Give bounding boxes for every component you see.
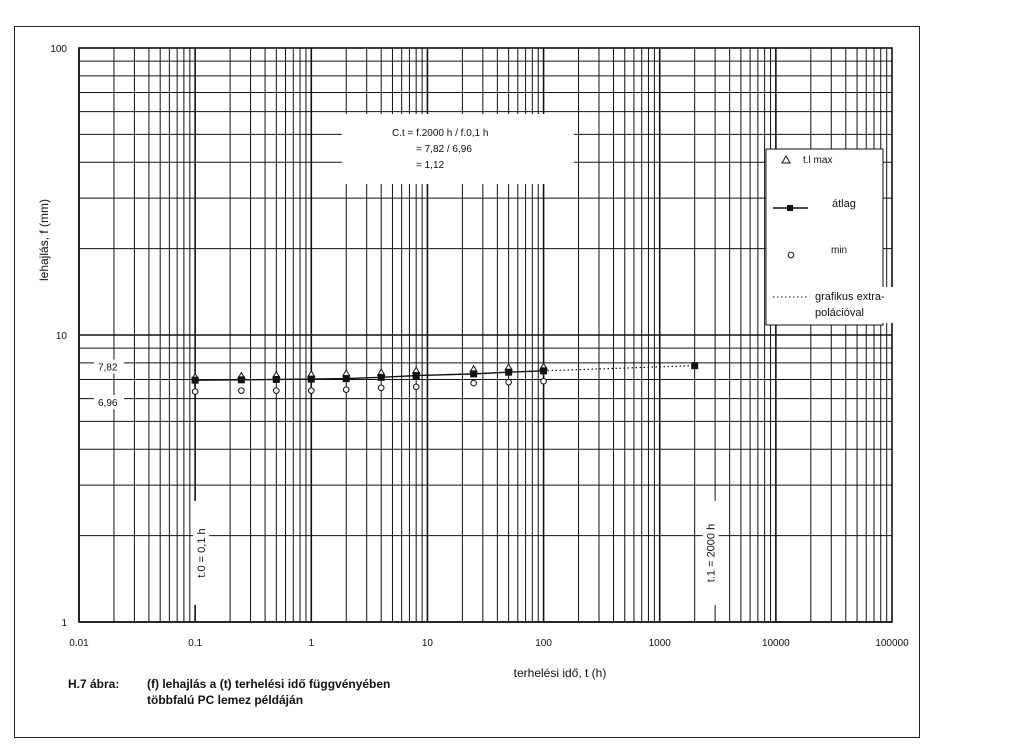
- legend-label: t.l max: [803, 155, 833, 166]
- data-point-min: [413, 384, 419, 390]
- data-point-min: [308, 388, 314, 394]
- legend-circle-icon: [788, 252, 794, 258]
- y-tick-label: 1: [61, 618, 67, 629]
- caption-prefix: H.7 ábra:: [68, 677, 120, 691]
- data-point-min: [343, 387, 349, 393]
- data-point-min: [239, 388, 245, 394]
- series-line-atlag: [195, 371, 543, 380]
- legend-label: min: [831, 245, 848, 256]
- caption-line-1: (f) lehajlás a (t) terhelési idő függvényében: [147, 677, 391, 691]
- x-tick-label: 100: [535, 638, 552, 649]
- data-point-atlag: [470, 370, 477, 377]
- annotation-line: = 1,12: [416, 160, 445, 171]
- data-point-atlag: [192, 377, 199, 384]
- y-axis-label: lehajlás, f (mm): [37, 198, 51, 282]
- data-point-atlag: [273, 376, 280, 383]
- x-tick-label: 100000: [875, 638, 909, 649]
- x-tick-label: 10000: [761, 638, 790, 649]
- marker-label: t.0 = 0,1 h: [196, 528, 209, 578]
- x-tick-label: 1: [308, 638, 315, 649]
- data-point-max: [343, 370, 350, 376]
- data-point-min: [274, 388, 280, 394]
- marker-label: t.1 = 2000 h: [705, 523, 718, 583]
- x-tick-label: 0.1: [188, 638, 203, 649]
- reference-label: 7,82: [98, 362, 118, 374]
- data-point-min: [541, 378, 547, 384]
- x-tick-label: 10: [421, 638, 433, 649]
- legend-label: grafikus extra-: [815, 291, 885, 303]
- y-tick-label: 100: [50, 44, 67, 55]
- y-tick-label: 10: [55, 331, 67, 342]
- data-point-atlag: [413, 372, 420, 379]
- x-tick-label: 0.01: [69, 638, 89, 649]
- data-point-min: [471, 380, 477, 386]
- annotation-line: = 7,82 / 6,96: [416, 144, 472, 155]
- data-point-min: [378, 385, 384, 391]
- data-point-atlag: [540, 367, 547, 374]
- x-tick-label: 1000: [648, 638, 671, 649]
- legend-label: átlag: [832, 198, 856, 210]
- data-point-atlag: [238, 376, 245, 383]
- reference-label: 6,96: [98, 398, 118, 410]
- data-point-min: [192, 389, 198, 395]
- data-point-atlag: [505, 369, 512, 376]
- x-axis-label: terhelési idő, t (h): [513, 666, 607, 680]
- legend-label: polációval: [815, 307, 864, 319]
- data-point-extrapolated: [691, 362, 698, 369]
- data-point-atlag: [378, 374, 385, 381]
- data-point-atlag: [308, 376, 315, 383]
- caption-line-2: többfalú PC lemez példáján: [147, 693, 304, 707]
- series-line-extrapolation: [544, 366, 695, 371]
- data-point-min: [506, 379, 512, 385]
- legend-square-icon: [787, 205, 793, 211]
- data-point-atlag: [343, 375, 350, 382]
- annotation-line: C.t = f.2000 h / f.0,1 h: [392, 128, 489, 139]
